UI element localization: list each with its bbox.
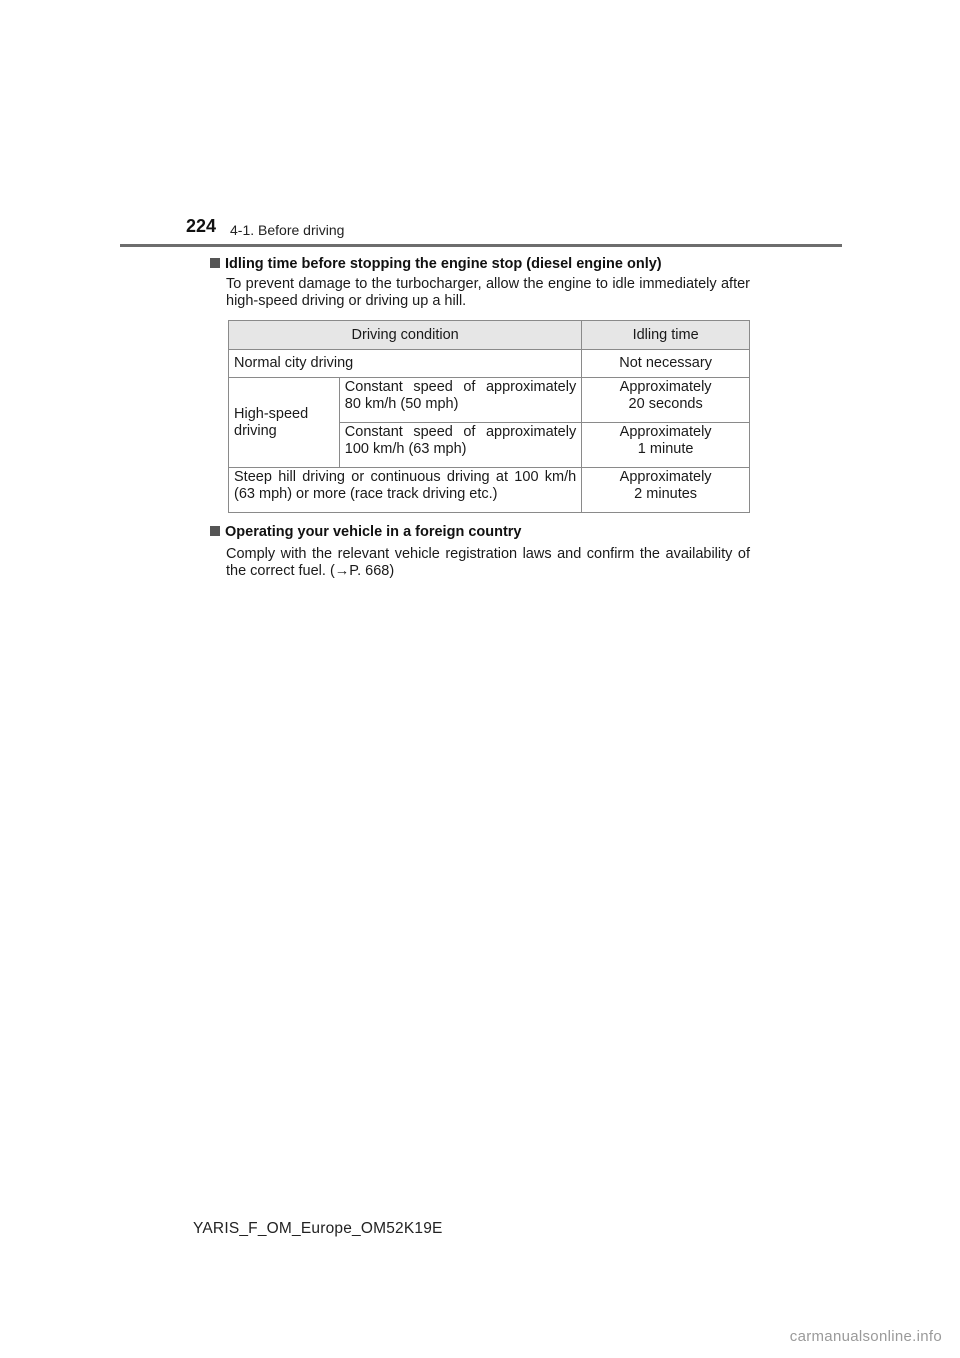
table-row — [229, 378, 750, 423]
idling-heading-text: Idling time before stopping the engine stop (diesel engine only) — [225, 256, 662, 272]
cell-condition: Normal city driving — [229, 350, 582, 378]
reference-arrow-icon: → — [334, 563, 350, 579]
header-rule — [120, 244, 842, 247]
foreign-heading-text: Operating your vehicle in a foreign country — [225, 524, 522, 540]
cell-highspeed-label: High-speed driving — [229, 378, 340, 468]
page-number: 224 — [186, 216, 217, 236]
cell-time — [582, 423, 750, 468]
table-row — [229, 468, 750, 513]
foreign-heading — [210, 524, 522, 540]
cell-time: Not necessary — [582, 350, 750, 378]
watermark: carmanualsonline.info — [789, 1328, 942, 1345]
table-row — [229, 350, 750, 378]
cell-time-line: Approximately — [619, 424, 712, 440]
cell-condition: Constant speed of approximately 100 km/h (63 mph) — [339, 423, 581, 468]
idling-heading — [210, 256, 662, 272]
cell-time — [582, 378, 750, 423]
col-header-condition: Driving condition — [229, 321, 582, 350]
foreign-body — [226, 546, 750, 580]
table-header-row — [229, 321, 750, 350]
cell-time-line: 1 minute — [637, 441, 694, 457]
section-title: 4-1. Before driving — [230, 222, 345, 238]
page-reference-link[interactable]: P. 668) — [349, 563, 395, 579]
cell-time-line: 2 minutes — [634, 486, 698, 502]
cell-time-line: Approximately — [619, 379, 712, 395]
square-bullet-icon — [210, 526, 220, 536]
idling-body: To prevent damage to the turbocharger, allow the engine to idle immediately after high-speed driving or driving up a hill. — [226, 276, 750, 309]
cell-time — [582, 468, 750, 513]
footer-document-id: YARIS_F_OM_Europe_OM52K19E — [193, 1220, 443, 1237]
cell-condition: Constant speed of approximately 80 km/h (50 mph) — [339, 378, 581, 423]
square-bullet-icon — [210, 258, 220, 268]
cell-time-line: Approximately — [619, 469, 712, 485]
idling-table — [228, 320, 750, 513]
col-header-idling: Idling time — [582, 321, 750, 350]
foreign-body-text: Comply with the relevant vehicle registration laws and confirm the availability of the correct fuel. ( — [226, 546, 750, 579]
cell-time-line: 20 seconds — [628, 396, 703, 412]
cell-condition: Steep hill driving or continuous driving at 100 km/h (63 mph) or more (race track driving etc.) — [229, 468, 582, 513]
